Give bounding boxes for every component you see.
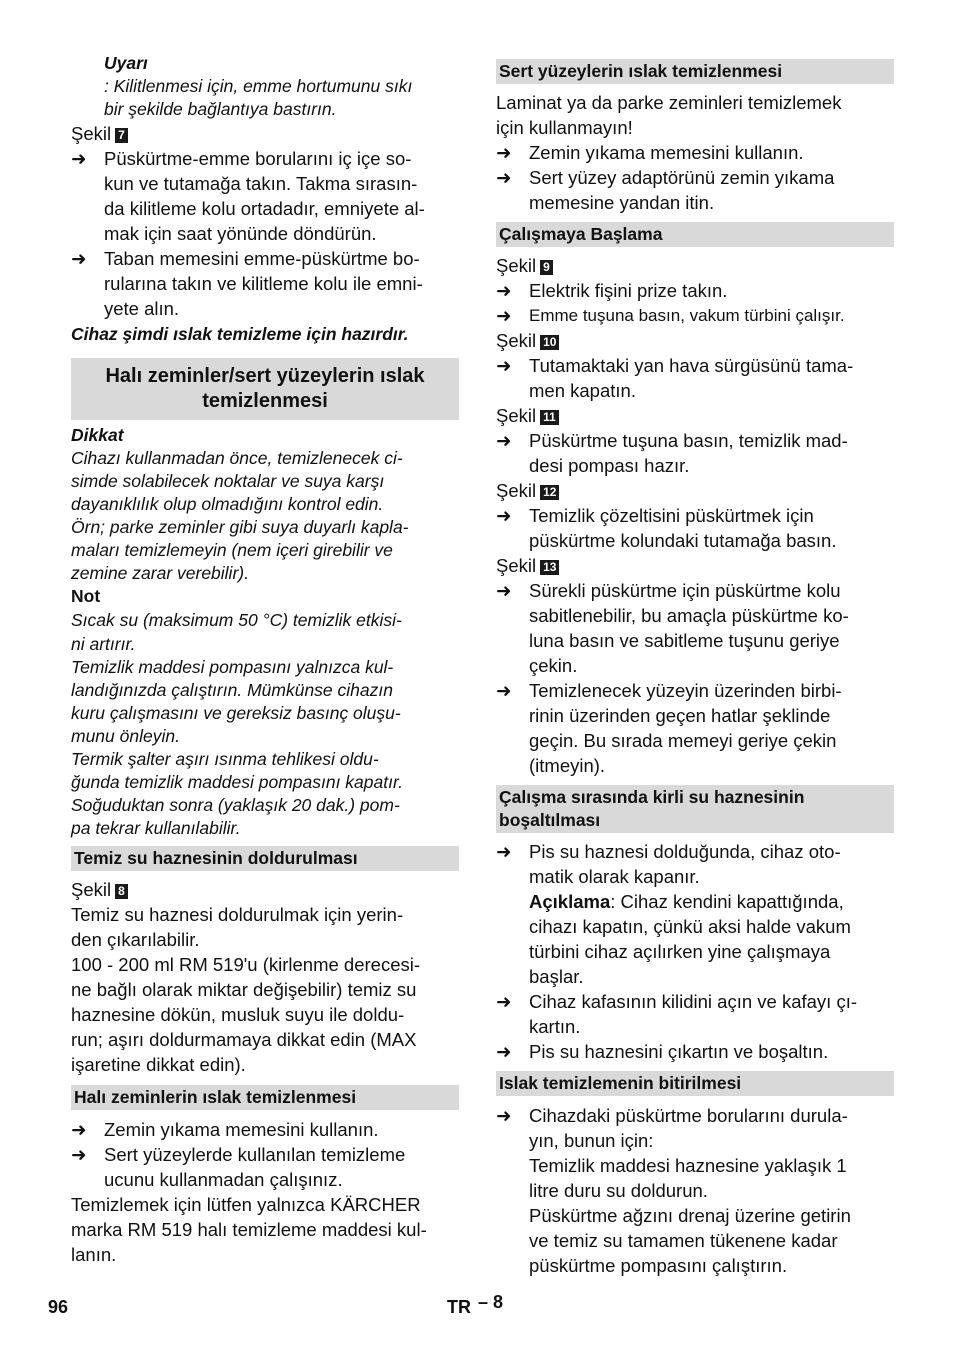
right-column <box>496 59 894 1278</box>
section-heading <box>71 358 459 420</box>
text-line: Temizlik maddesi haznesine yaklaşık 1 <box>529 1155 847 1176</box>
text-line: 100 - 200 ml RM 519'u (kirlenme derecesi- <box>71 954 421 975</box>
text-line: men kapatın. <box>529 380 636 401</box>
text-line: landığınızda çalıştırın. Mümkünse cihazın <box>71 680 393 700</box>
figure-label: Şekil <box>71 123 112 144</box>
list-item <box>496 428 894 478</box>
figure-label: Şekil <box>496 555 537 576</box>
section-heading-finish: Islak temizlemenin bitirilmesi <box>496 1071 894 1096</box>
text-line: haznesine dökün, musluk suyu ile doldu- <box>71 1004 405 1025</box>
list-item-text: Elektrik fişini prize takın. <box>529 280 728 301</box>
figure-label: Şekil <box>496 330 537 351</box>
list-item <box>496 353 894 403</box>
text-line: sabitlenebilir, bu amaçla püskürtme ko- <box>529 605 849 626</box>
section-heading-hard-floor: Sert yüzeylerin ıslak temizlenmesi <box>496 59 894 84</box>
text-line: : Cihaz kendini kapattığında, <box>610 891 844 912</box>
figure-number: 8 <box>115 884 128 899</box>
fresh-water-text <box>71 902 459 1077</box>
arrow-right-icon: ➜ <box>71 1119 87 1140</box>
text-line: işaretine dikkat edin). <box>71 1054 246 1075</box>
text-line: mak için saat yönünde döndürün. <box>104 223 377 244</box>
text-line: ne bağlı olarak miktar değişebilir) temiz su <box>71 979 417 1000</box>
figure-ref-11 <box>496 403 894 428</box>
text-line: Çalışma sırasında kirli su haznesinin <box>499 787 805 807</box>
arrow-right-icon: ➜ <box>496 355 512 376</box>
arrow-right-icon: ➜ <box>496 142 512 163</box>
arrow-right-icon: ➜ <box>71 248 87 269</box>
text-line: matik olarak kapanır. <box>529 866 700 887</box>
text-line: maları temizlemeyin (nem içeri girebilir ve <box>71 540 393 560</box>
figure-label: Şekil <box>496 480 537 501</box>
list-item <box>496 303 894 328</box>
text-line: Soğuduktan sonra (yaklaşık 20 dak.) pom- <box>71 795 400 815</box>
text-line: Sert yüzeylerde kullanılan temizleme <box>104 1144 406 1165</box>
left-column <box>71 52 459 1267</box>
text-line: bir şekilde bağlantıya bastırın. <box>104 99 337 119</box>
section-heading-start: Çalışmaya Başlama <box>496 222 894 247</box>
text-line: rularına takın ve kilitleme kolu ile emni- <box>104 273 423 294</box>
finish-instructions <box>496 1153 894 1278</box>
text-line: luna basın ve sabitleme tuşunu geriye <box>529 630 840 651</box>
figure-ref-10 <box>496 328 894 353</box>
text-line: Cihaz kafasının kilidini açın ve kafayı çı- <box>529 991 858 1012</box>
list-item-text <box>529 353 894 403</box>
footer-dash: – <box>478 1292 489 1312</box>
text-line: Sert yüzey adaptörünü zemin yıkama <box>529 167 835 188</box>
section-heading-dirty-water <box>496 785 894 833</box>
list-item-text <box>529 1103 894 1153</box>
text-line: kun ve tutamağa takın. Takma sırasın- <box>104 173 418 194</box>
text-line: yın, bunun için: <box>529 1130 654 1151</box>
arrow-right-icon: ➜ <box>496 167 512 188</box>
carpet-text <box>71 1192 459 1267</box>
text-line: Sıcak su (maksimum 50 °C) temizlik etkisi- <box>71 610 402 630</box>
arrow-right-icon: ➜ <box>496 991 512 1012</box>
figure-number: 12 <box>540 485 559 500</box>
list-item-text <box>104 246 459 321</box>
list-item-text <box>529 678 894 778</box>
list-item <box>496 278 894 303</box>
hard-floor-text <box>496 90 894 140</box>
text-line: run; aşırı doldurmamaya dikkat edin (MAX <box>71 1029 417 1050</box>
text-line: munu önleyin. <box>71 726 180 746</box>
note-text-2 <box>71 656 459 840</box>
text-line: Püskürtme tuşuna basın, temizlik mad- <box>529 430 848 451</box>
text-line: Püskürtme ağzını drenaj üzerine getirin <box>529 1205 851 1226</box>
explanation-label: Açıklama <box>529 891 611 912</box>
text-line: için kullanmayın! <box>496 117 633 138</box>
text-line: Taban memesini emme-püskürtme bo- <box>104 248 420 269</box>
arrow-right-icon: ➜ <box>496 430 512 451</box>
list-item-text: Zemin yıkama memesini kullanın. <box>104 1119 379 1140</box>
text-line: Laminat ya da parke zeminleri temizlemek <box>496 92 842 113</box>
list-item <box>496 578 894 678</box>
note-label: Not <box>71 586 101 606</box>
explanation <box>496 889 894 989</box>
arrow-right-icon: ➜ <box>71 148 87 169</box>
arrow-right-icon: ➜ <box>496 280 512 301</box>
text-line: yete alın. <box>104 298 180 319</box>
ready-note: Cihaz şimdi ıslak temizleme için hazırdır. <box>71 324 409 344</box>
text-line: püskürtme kolundaki tutamağa basın. <box>529 530 837 551</box>
text-line: Cihazdaki püskürtme borularını durula- <box>529 1105 848 1126</box>
text-line: Örn; parke zeminler gibi suya duyarlı kapla- <box>71 517 409 537</box>
text-line: çekin. <box>529 655 578 676</box>
text-line: Temizlik maddesi pompasını yalnızca kul- <box>71 657 394 677</box>
list-item-text <box>529 165 894 215</box>
list-item <box>71 1142 459 1192</box>
text-line: Cihazı kullanmadan önce, temizlenecek ci- <box>71 448 403 468</box>
text-line: lanın. <box>71 1244 117 1265</box>
warning-text-body <box>104 75 459 121</box>
figure-number: 13 <box>540 560 559 575</box>
text-line: Temizlenecek yüzeyin üzerinden birbi- <box>529 680 842 701</box>
text-line: marka RM 519 halı temizleme maddesi kul- <box>71 1219 427 1240</box>
arrow-right-icon: ➜ <box>496 505 512 526</box>
list-item-text <box>104 1142 459 1192</box>
list-item <box>496 1039 894 1064</box>
text-line: Püskürtme-emme borularını iç içe so- <box>104 148 412 169</box>
text-line: Sürekli püskürtme için püskürtme kolu <box>529 580 841 601</box>
text-line: Temizlemek için lütfen yalnızca KÄRCHER <box>71 1194 421 1215</box>
figure-ref-9 <box>496 253 894 278</box>
list-item-text: Emme tuşuna basın, vakum türbini çalışır. <box>529 306 845 325</box>
list-item <box>496 165 894 215</box>
figure-label: Şekil <box>71 879 112 900</box>
text-line: türbini cihaz açılırken yine çalışmaya <box>529 941 831 962</box>
text-line: kartın. <box>529 1016 581 1037</box>
figure-label: Şekil <box>496 255 537 276</box>
text-line: dayanıklılık olup olmadığını kontrol edin. <box>71 494 384 514</box>
list-item <box>496 140 894 165</box>
page-number: 96 <box>48 1297 69 1317</box>
text-line: Termik şalter aşırı ısınma tehlikesi oldu- <box>71 749 379 769</box>
arrow-right-icon: ➜ <box>71 1144 87 1165</box>
note-text <box>71 608 459 656</box>
figure-number: 10 <box>540 335 559 350</box>
text-line: ucunu kullanmadan çalışınız. <box>104 1169 343 1190</box>
text-line: (itmeyin). <box>529 755 606 776</box>
text-line: ve temiz su tamamen tükenene kadar <box>529 1230 838 1251</box>
list-item-text <box>104 146 459 246</box>
arrow-right-icon: ➜ <box>496 1105 512 1126</box>
text-line: Tutamaktaki yan hava sürgüsünü tama- <box>529 355 854 376</box>
list-item <box>496 503 894 553</box>
figure-label: Şekil <box>496 405 537 426</box>
text-line: simde solabilecek noktalar ve suya karşı <box>71 471 385 491</box>
figure-number: 9 <box>540 260 553 275</box>
caution-label: Dikkat <box>71 425 124 445</box>
arrow-right-icon: ➜ <box>496 1041 512 1062</box>
list-item <box>496 839 894 889</box>
list-item-text <box>529 428 894 478</box>
list-item-text <box>529 503 894 553</box>
text-line: kuru çalışmasını ve gereksiz basınç oluşu- <box>71 703 401 723</box>
figure-ref-8 <box>71 877 459 902</box>
figure-ref-13 <box>496 553 894 578</box>
list-item <box>71 1117 459 1142</box>
text-line: Temiz su haznesi doldurulmak için yerin- <box>71 904 404 925</box>
list-item-text: Pis su haznesini çıkartın ve boşaltın. <box>529 1041 829 1062</box>
arrow-right-icon: ➜ <box>496 680 512 701</box>
text-line: zemine zarar verebilir). <box>71 563 249 583</box>
list-item-text <box>529 578 894 678</box>
figure-ref-12 <box>496 478 894 503</box>
text-line: : Kilitlenmesi için, emme hortumunu sıkı <box>104 76 413 96</box>
text-line: pa tekrar kullanılabilir. <box>71 818 241 838</box>
text-line: Temizlik çözeltisini püskürtmek için <box>529 505 814 526</box>
text-line: Halı zeminler/sert yüzeylerin ıslak <box>105 365 425 387</box>
caution-text <box>71 447 459 585</box>
text-line: püskürtme pompasını çalıştırın. <box>529 1255 788 1276</box>
text-line: Pis su haznesi dolduğunda, cihaz oto- <box>529 841 841 862</box>
text-line: cihazı kapatın, çünkü aksi halde vakum <box>529 916 851 937</box>
list-item <box>496 678 894 778</box>
text-line: ni artırır. <box>71 634 136 654</box>
warning-text <box>71 75 459 121</box>
figure-ref-7 <box>71 121 459 146</box>
figure-number: 7 <box>115 128 128 143</box>
list-item <box>71 246 459 321</box>
text-line: boşaltılması <box>499 810 601 830</box>
text-line: geçin. Bu sırada memeyi geriye çekin <box>529 730 837 751</box>
arrow-right-icon: ➜ <box>496 580 512 601</box>
figure-number: 11 <box>540 410 559 425</box>
sub-page-number: 8 <box>493 1292 504 1312</box>
text-line: litre duru su doldurun. <box>529 1180 708 1201</box>
text-line: başlar. <box>529 966 584 987</box>
section-heading-fresh-water: Temiz su haznesinin doldurulması <box>71 846 459 871</box>
list-item <box>496 1103 894 1153</box>
text-line: temizlenmesi <box>202 390 328 412</box>
page-footer-lang <box>447 1292 504 1318</box>
text-line: da kilitleme kolu ortadadır, emniyete al- <box>104 198 425 219</box>
list-item-text <box>529 839 894 889</box>
list-item <box>71 146 459 246</box>
text-line: den çıkarılabilir. <box>71 929 200 950</box>
text-line: desi pompası hazır. <box>529 455 690 476</box>
list-item-text <box>529 989 894 1039</box>
text-line: memesine yandan itin. <box>529 192 715 213</box>
arrow-right-icon: ➜ <box>496 841 512 862</box>
language-code: TR <box>447 1297 471 1317</box>
text-line: rinin üzerinden geçen hatlar şeklinde <box>529 705 831 726</box>
arrow-right-icon: ➜ <box>496 305 512 326</box>
list-item <box>496 989 894 1039</box>
section-heading-carpet: Halı zeminlerin ıslak temizlenmesi <box>71 1085 459 1110</box>
text-line: ğunda temizlik maddesi pompasını kapatır. <box>71 772 404 792</box>
list-item-text: Zemin yıkama memesini kullanın. <box>529 142 804 163</box>
warning-label: Uyarı <box>104 53 148 73</box>
